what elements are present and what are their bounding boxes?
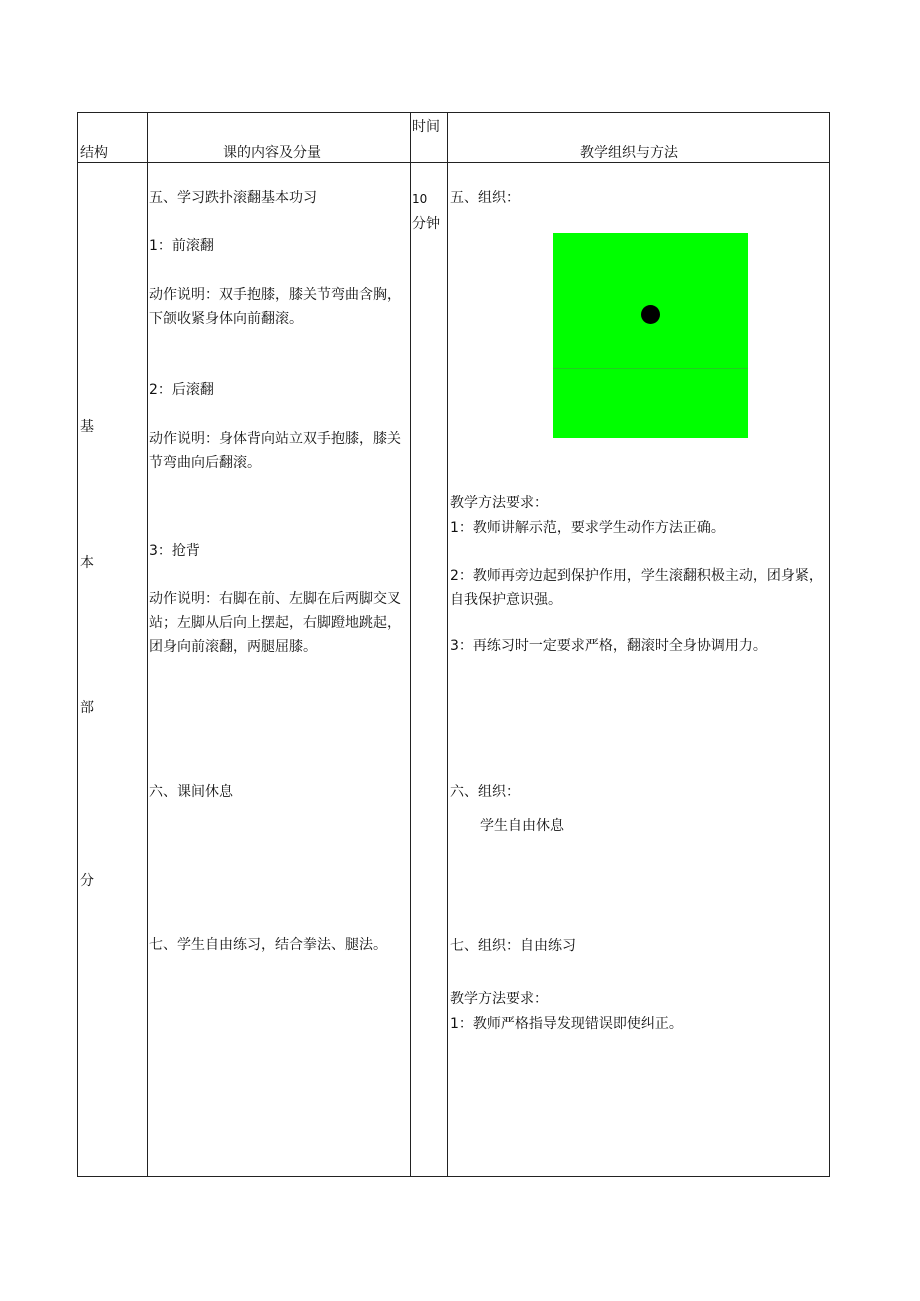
- method-s6-detail: 学生自由休息: [480, 818, 564, 834]
- method-req2-1: 1：教师严格指导发现错误即使纠正。: [450, 1016, 683, 1032]
- content-s5-2-title: 2：后滚翻: [149, 382, 214, 398]
- content-s5-3-desc: 动作说明：右脚在前、左脚在后两脚交叉站；左脚从后向上摆起，右脚蹬地跳起，团身向前滚翻，两腿屈膝。: [149, 591, 401, 655]
- header-content: 课的内容及分量: [223, 145, 321, 161]
- method-req-2: 2：教师再旁边起到保护作用，学生滚翻积极主动，团身紧，自我保护意识强。: [450, 568, 823, 608]
- structure-char-4: 分: [80, 873, 94, 889]
- content-s5-1-title: 1：前滚翻: [149, 238, 214, 254]
- col-divider-1: [147, 113, 148, 1176]
- method-req2-title: 教学方法要求：: [450, 991, 548, 1007]
- header-divider: [78, 162, 829, 163]
- time-unit: 分钟: [412, 216, 440, 232]
- content-s7-desc: 七、学生自由练习，结合拳法、腿法。: [149, 937, 387, 953]
- structure-char-2: 本: [80, 555, 94, 571]
- content-s5-2-desc: 动作说明：身体背向站立双手抱膝，膝关节弯曲向后翻滚。: [149, 431, 401, 471]
- teacher-marker: [641, 305, 660, 324]
- col-divider-3: [447, 113, 448, 1176]
- header-time: 时间: [412, 119, 440, 135]
- method-s5-org: 五、组织：: [450, 190, 520, 206]
- formation-diagram: [553, 233, 748, 438]
- content-s6-title: 六、课间休息: [149, 784, 233, 800]
- lesson-plan-table: [77, 112, 830, 1177]
- method-req-3: 3：再练习时一定要求严格，翻滚时全身协调用力。: [450, 638, 767, 654]
- header-structure: 结构: [80, 145, 108, 161]
- method-req-1: 1：教师讲解示范，要求学生动作方法正确。: [450, 520, 725, 536]
- structure-char-1: 基: [80, 419, 94, 435]
- time-value: 10: [412, 192, 428, 206]
- header-method: 教学组织与方法: [580, 145, 678, 161]
- method-s7-org: 七、组织：自由练习: [450, 938, 576, 954]
- content-s5-title: 五、学习跌扑滚翻基本功习: [149, 190, 317, 206]
- structure-char-3: 部: [80, 700, 94, 716]
- method-req-title: 教学方法要求：: [450, 495, 548, 511]
- method-s6-org: 六、组织：: [450, 784, 520, 800]
- field-divider: [553, 368, 748, 369]
- content-s5-3-title: 3：抢背: [149, 543, 200, 559]
- content-s5-1-desc: 动作说明：双手抱膝，膝关节弯曲含胸，下颌收紧身体向前翻滚。: [149, 287, 401, 327]
